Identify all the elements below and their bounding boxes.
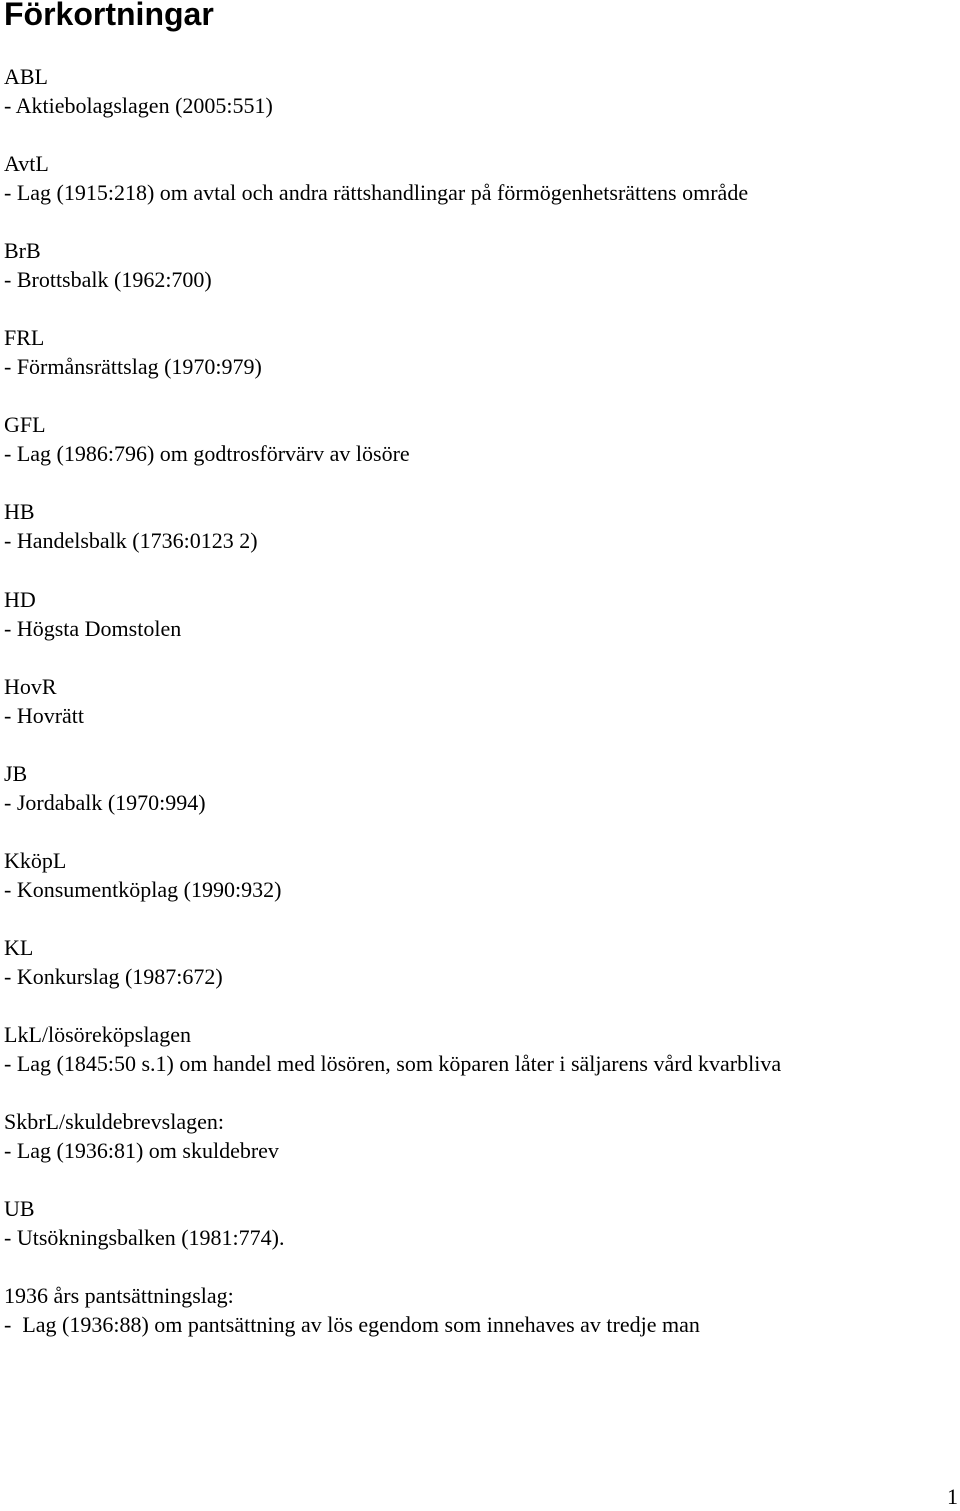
abbreviation-term: SkbrL/skuldebrevslagen:: [4, 1109, 224, 1135]
abbreviation-entry: [4, 410, 954, 497]
abbreviation-entry: [4, 672, 954, 759]
abbreviation-entry: [4, 759, 954, 846]
abbreviation-entry: [4, 497, 954, 584]
abbreviation-term: JB: [4, 760, 28, 786]
abbreviation-term: HB: [4, 499, 35, 525]
abbreviation-description: - Förmånsrättslag (1970:979): [4, 354, 262, 380]
abbreviation-term: AvtL: [4, 151, 49, 177]
abbreviation-term: HD: [4, 586, 36, 612]
abbreviation-term: GFL: [4, 412, 46, 438]
abbreviation-entry: [4, 62, 954, 149]
abbreviation-term: KköpL: [4, 847, 67, 873]
abbreviation-term: BrB: [4, 238, 41, 264]
abbreviation-description: - Lag (1936:81) om skuldebrev: [4, 1138, 279, 1164]
abbreviation-entry: [4, 149, 954, 236]
abbreviation-description: - Hovrätt: [4, 702, 85, 728]
abbreviation-description: - Aktiebolagslagen (2005:551): [4, 93, 273, 118]
abbreviation-entry: [4, 1107, 954, 1194]
abbreviation-term: LkL/lösöreköpslagen: [4, 1022, 191, 1048]
page-number: 1: [947, 1484, 958, 1509]
abbreviation-term: 1936 års pantsättningslag:: [4, 1283, 234, 1309]
abbreviation-description: - Konkurslag (1987:672): [4, 963, 223, 989]
abbreviation-description: - Högsta Domstolen: [4, 615, 182, 641]
abbreviation-term: ABL: [4, 64, 48, 89]
abbreviation-entry: [4, 323, 954, 410]
abbreviation-entry: [4, 1020, 954, 1107]
page-title: Förkortningar: [4, 0, 214, 32]
abbreviation-entry: [4, 846, 954, 933]
abbreviation-description: - Jordabalk (1970:994): [4, 789, 206, 815]
abbreviation-entry: [4, 933, 954, 1020]
abbreviation-description: - Lag (1986:796) om godtrosförvärv av lösöre: [4, 441, 410, 467]
abbreviation-term: FRL: [4, 325, 45, 351]
abbreviation-entry: [4, 1194, 954, 1281]
abbreviation-description: - Lag (1845:50 s.1) om handel med lösören, som köparen låter i säljarens vård kvarbliva: [4, 1051, 782, 1077]
abbreviation-description: - Lag (1915:218) om avtal och andra rättshandlingar på förmögenhetsrättens område: [4, 180, 749, 206]
abbreviation-entry: [4, 236, 954, 323]
abbreviation-description: - Lag (1936:88) om pantsättning av lös egendom som innehaves av tredje man: [4, 1312, 700, 1338]
abbreviation-term: HovR: [4, 673, 57, 699]
abbreviation-description: - Handelsbalk (1736:0123 2): [4, 528, 258, 554]
abbreviation-description: - Konsumentköplag (1990:932): [4, 876, 282, 902]
abbreviation-list: [4, 62, 954, 1368]
abbreviation-description: - Utsökningsbalken (1981:774).: [4, 1225, 285, 1251]
abbreviation-term: UB: [4, 1196, 35, 1222]
abbreviation-entry: [4, 585, 954, 672]
abbreviation-description: - Brottsbalk (1962:700): [4, 267, 212, 293]
abbreviation-entry: [4, 1281, 954, 1368]
abbreviation-term: KL: [4, 934, 34, 960]
